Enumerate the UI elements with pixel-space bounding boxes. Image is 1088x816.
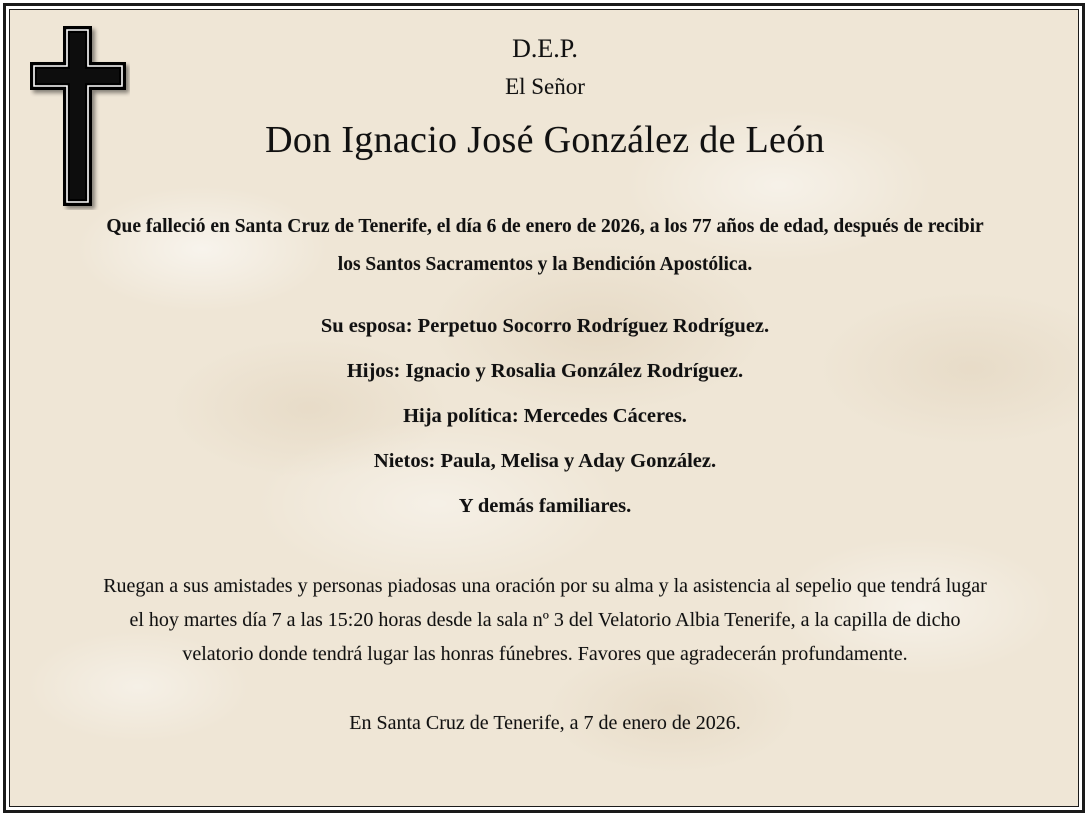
- death-statement: [10, 208, 1079, 284]
- family-children: Hijos: Ignacio y Rosalia González Rodríguez.: [346, 360, 744, 382]
- dep-heading: D.E.P.: [512, 34, 578, 63]
- funeral-request-line: Ruegan a sus amistades y personas piadosas una oración por su alma y la asistencia al sepelio que tendrá lugar: [103, 575, 987, 597]
- death-statement-line: los Santos Sacramentos y la Bendición Apostólica.: [337, 254, 753, 275]
- place-date: En Santa Cruz de Tenerife, a 7 de enero de 2026.: [349, 712, 741, 734]
- family-grandchildren: Nietos: Paula, Melisa y Aday González.: [373, 450, 717, 472]
- family-others: Y demás familiares.: [458, 495, 632, 517]
- deceased-name: Don Ignacio José González de León: [265, 119, 825, 161]
- family-spouse: Su esposa: Perpetuo Socorro Rodríguez Rodríguez.: [320, 315, 770, 337]
- obituary-card: [9, 9, 1079, 807]
- funeral-request: [25, 569, 1065, 671]
- funeral-request-line: velatorio donde tendrá lugar las honras fúnebres. Favores que agradecerán profundamente.: [182, 643, 908, 665]
- death-statement-line: Que falleció en Santa Cruz de Tenerife, el día 6 de enero de 2026, a los 77 años de edad, después de recibir: [106, 216, 984, 237]
- family-daughter-in-law: Hija política: Mercedes Cáceres.: [403, 405, 687, 427]
- funeral-request-line: el hoy martes día 7 a las 15:20 horas desde la sala nº 3 del Velatorio Albia Tenerife, a la capilla de dicho: [129, 609, 961, 631]
- honorific: El Señor: [505, 74, 585, 99]
